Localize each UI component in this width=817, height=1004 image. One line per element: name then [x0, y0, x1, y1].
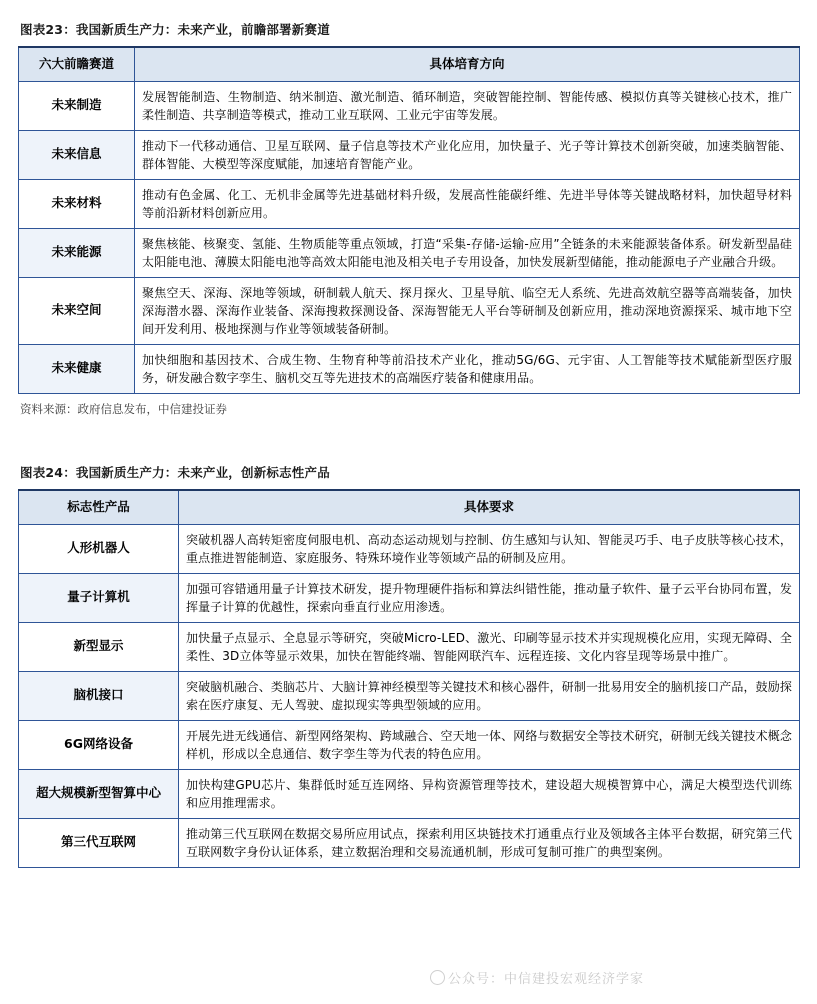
row-category: 未来健康: [19, 344, 135, 393]
column-header-requirement: 具体要求: [179, 490, 800, 524]
row-category: 6G网络设备: [19, 720, 179, 769]
column-header-category: 六大前瞻赛道: [19, 47, 135, 81]
table-row: [19, 130, 800, 179]
watermark: [430, 968, 644, 987]
row-category: 未来空间: [19, 277, 135, 344]
row-description: 推动有色金属、化工、无机非金属等先进基础材料升级，发展高性能碳纤维、先进半导体等关键战略材料，加快超导材料等前沿新材料创新应用。: [135, 179, 800, 228]
table-row: [19, 818, 800, 867]
table-row: [19, 179, 800, 228]
row-category: 未来制造: [19, 81, 135, 130]
figure-23-title: 图表23：我国新质生产力：未来产业，前瞻部署新赛道: [20, 22, 330, 37]
table-header-row: [19, 47, 800, 81]
row-description: 聚焦核能、核聚变、氢能、生物质能等重点领域，打造“采集-存储-运输-应用”全链条的未来能源装备体系。研发新型晶硅太阳能电池、薄膜太阳能电池等高效太阳能电池及相关电子专用设备，加快发展新型储能，推动能源电子产业融合升级。: [135, 228, 800, 277]
table-row: [19, 81, 800, 130]
row-category: 脑机接口: [19, 671, 179, 720]
table-header-row: [19, 490, 800, 524]
row-description: 推动下一代移动通信、卫星互联网、量子信息等技术产业化应用，加快量子、光子等计算技术创新突破，加速类脑智能、群体智能、大模型等深度赋能，加速培育智能产业。: [135, 130, 800, 179]
figure-23-block: [18, 20, 799, 417]
row-category: 量子计算机: [19, 573, 179, 622]
table-row: [19, 228, 800, 277]
row-category: 第三代互联网: [19, 818, 179, 867]
table-row: [19, 573, 800, 622]
row-description: 加快量子点显示、全息显示等研究，突破Micro-LED、激光、印刷等显示技术并实现规模化应用，实现无障碍、全柔性、3D立体等显示效果，加快在智能终端、智能网联汽车、远程连接、文化内容呈现等场景中推广。: [179, 622, 800, 671]
watermark-circle-icon: [430, 970, 445, 985]
row-category: 新型显示: [19, 622, 179, 671]
row-description: 加快细胞和基因技术、合成生物、生物育种等前沿技术产业化，推动5G/6G、元宇宙、人工智能等技术赋能新型医疗服务，研发融合数字孪生、脑机交互等先进技术的高端医疗装备和健康用品。: [135, 344, 800, 393]
row-category: 未来材料: [19, 179, 135, 228]
figure-23-source: 资料来源：政府信息发布，中信建投证券: [20, 401, 227, 416]
table-row: [19, 344, 800, 393]
row-description: 聚焦空天、深海、深地等领域，研制载人航天、探月探火、卫星导航、临空无人系统、先进高效航空器等高端装备，加快深海潜水器、深海作业装备、深海搜救探测设备、深海智能无人平台等研制及创新应用，推动深地资源探采、城市地下空间开发利用、极地探测与作业等领域装备研制。: [135, 277, 800, 344]
row-description: 加快构建GPU芯片、集群低时延互连网络、异构资源管理等技术，建设超大规模智算中心，满足大模型迭代训练和应用推理需求。: [179, 769, 800, 818]
row-category: 人形机器人: [19, 524, 179, 573]
column-header-detail: 具体培育方向: [135, 47, 800, 81]
figure-23-table: [18, 46, 800, 394]
row-description: 加强可容错通用量子计算技术研发，提升物理硬件指标和算法纠错性能，推动量子软件、量子云平台协同布置，发挥量子计算的优越性，探索向垂直行业应用渗透。: [179, 573, 800, 622]
table-row: [19, 277, 800, 344]
row-description: 突破脑机融合、类脑芯片、大脑计算神经模型等关键技术和核心器件，研制一批易用安全的脑机接口产品，鼓励探索在医疗康复、无人驾驶、虚拟现实等典型领域的应用。: [179, 671, 800, 720]
row-description: 发展智能制造、生物制造、纳米制造、激光制造、循环制造，突破智能控制、智能传感、模拟仿真等关键核心技术，推广柔性制造、共享制造等模式，推动工业互联网、工业元宇宙等发展。: [135, 81, 800, 130]
section-spacer: [18, 423, 799, 457]
table-row: [19, 720, 800, 769]
table-row: [19, 769, 800, 818]
table-row: [19, 524, 800, 573]
figure-24-block: [18, 463, 799, 868]
table-row: [19, 671, 800, 720]
watermark-text: 公众号：中信建投宏观经济学家: [448, 972, 645, 987]
row-description: 突破机器人高转矩密度伺服电机、高动态运动规划与控制、仿生感知与认知、智能灵巧手、电子皮肤等核心技术，重点推进智能制造、家庭服务、特殊环境作业等领域产品的研制及应用。: [179, 524, 800, 573]
row-description: 开展先进无线通信、新型网络架构、跨域融合、空天地一体、网络与数据安全等技术研究，研制无线关键技术概念样机，形成以全息通信、数字孪生等为代表的特色应用。: [179, 720, 800, 769]
row-category: 未来能源: [19, 228, 135, 277]
column-header-product: 标志性产品: [19, 490, 179, 524]
figure-24-table: [18, 489, 800, 868]
figure-24-title: 图表24：我国新质生产力：未来产业，创新标志性产品: [20, 464, 330, 480]
row-category: 未来信息: [19, 130, 135, 179]
table-row: [19, 622, 800, 671]
row-category: 超大规模新型智算中心: [19, 769, 179, 818]
row-description: 推动第三代互联网在数据交易所应用试点，探索利用区块链技术打通重点行业及领域各主体平台数据，研究第三代互联网数字身份认证体系，建立数据治理和交易流通机制，形成可复制可推广的典型案例。: [179, 818, 800, 867]
